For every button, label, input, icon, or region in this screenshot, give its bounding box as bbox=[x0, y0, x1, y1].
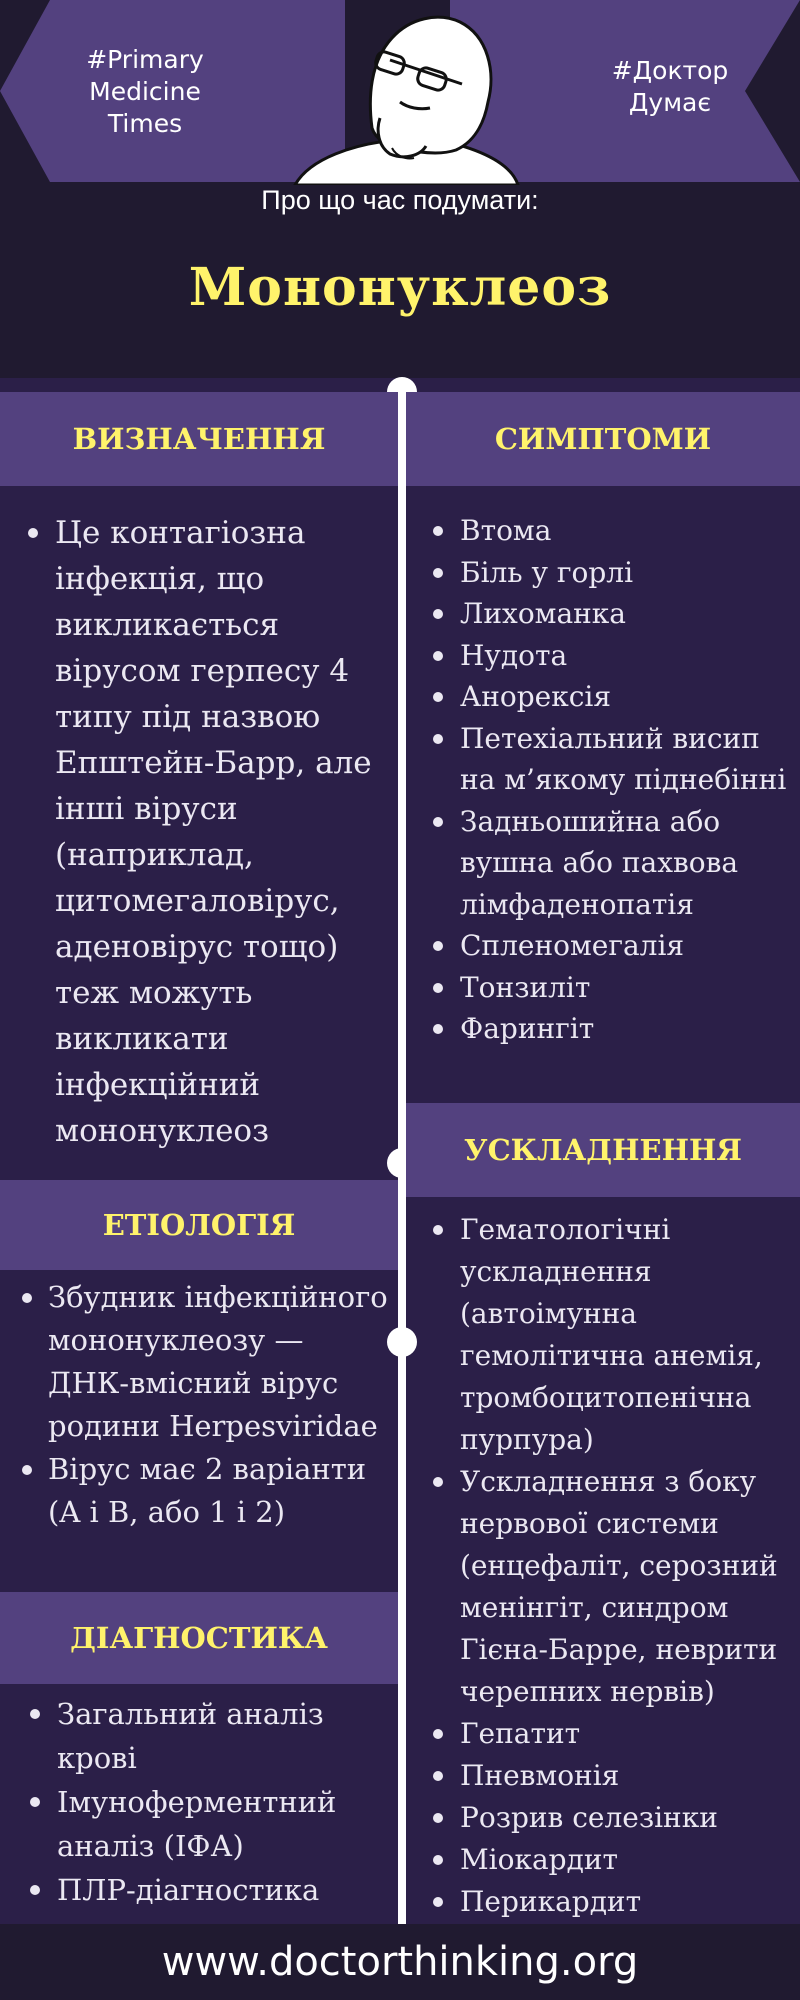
subtitle: Про що час подумати: bbox=[261, 185, 539, 215]
complications-list bbox=[460, 1209, 790, 1923]
list-item: Вірус має 2 варіанти (A і B, або 1 і 2) bbox=[48, 1448, 393, 1534]
page-title: Мононуклеоз bbox=[188, 257, 612, 318]
list-item: Задньошийна або вушна або пахвова лімфаденопатія bbox=[460, 801, 790, 926]
list-item: Біль у горлі bbox=[460, 552, 790, 594]
doctor-thinks-tag: #Доктор Думає bbox=[611, 56, 729, 117]
diagnostics-list bbox=[57, 1692, 387, 1912]
list-item: Гематологічні ускладнення (автоімунна гемолітична анемія, тромбоцитопенічна пурпура) bbox=[460, 1209, 790, 1461]
list-item: Фарингіт bbox=[460, 1008, 790, 1050]
list-item: Гепатит bbox=[460, 1713, 790, 1755]
etiology-header: ЕТІОЛОГІЯ bbox=[0, 1180, 398, 1270]
symptoms-header: СИМПТОМИ bbox=[406, 392, 800, 486]
primary-medicine-times-tag: #Primary Medicine Times bbox=[86, 45, 204, 138]
symptoms-list bbox=[460, 510, 790, 1050]
header-banner bbox=[0, 0, 800, 378]
definition-header: ВИЗНАЧЕННЯ bbox=[0, 392, 398, 486]
list-item: Лихоманка bbox=[460, 593, 790, 635]
footer-url: www.doctorthinking.org bbox=[0, 1924, 800, 2000]
diagnostics-header: ДІАГНОСТИКА bbox=[0, 1592, 398, 1684]
list-item: Петехіальний висип на м’якому піднебінні bbox=[460, 718, 790, 801]
list-item: Імуноферментний аналіз (ІФА) bbox=[57, 1780, 387, 1868]
complications-header: УСКЛАДНЕННЯ bbox=[406, 1103, 800, 1197]
list-item: Міокардит bbox=[460, 1839, 790, 1881]
list-item: Тонзиліт bbox=[460, 967, 790, 1009]
list-item: Анорексія bbox=[460, 676, 790, 718]
etiology-list bbox=[48, 1276, 393, 1534]
list-item: ПЛР-діагностика bbox=[57, 1868, 387, 1912]
list-item: Перикардит bbox=[460, 1881, 790, 1923]
thinking-doctor-icon bbox=[280, 0, 530, 185]
list-item: Загальний аналіз крові bbox=[57, 1692, 387, 1780]
list-item: Збудник інфекційного мононуклеозу — ДНК-вмісний вірус родини Herpesviridae bbox=[48, 1276, 393, 1448]
list-item: Розрив селезінки bbox=[460, 1797, 790, 1839]
list-item: Втома bbox=[460, 510, 790, 552]
list-item: Це контагіозна інфекція, що викликається вірусом герпесу 4 типу під назвою Епштейн-Барр, але інші віруси (наприклад, цитомегаловірус, аденовірус тощо) теж можуть викликати інфекційний мононуклеоз bbox=[55, 510, 385, 1154]
list-item: Нудота bbox=[460, 635, 790, 677]
list-item: Пневмонія bbox=[460, 1755, 790, 1797]
definition-list bbox=[55, 510, 385, 1154]
list-item: Ускладнення з боку нервової системи (енцефаліт, серозний менінгіт, синдром Гієна-Барре, неврити черепних нервів) bbox=[460, 1461, 790, 1713]
list-item: Спленомегалія bbox=[460, 925, 790, 967]
